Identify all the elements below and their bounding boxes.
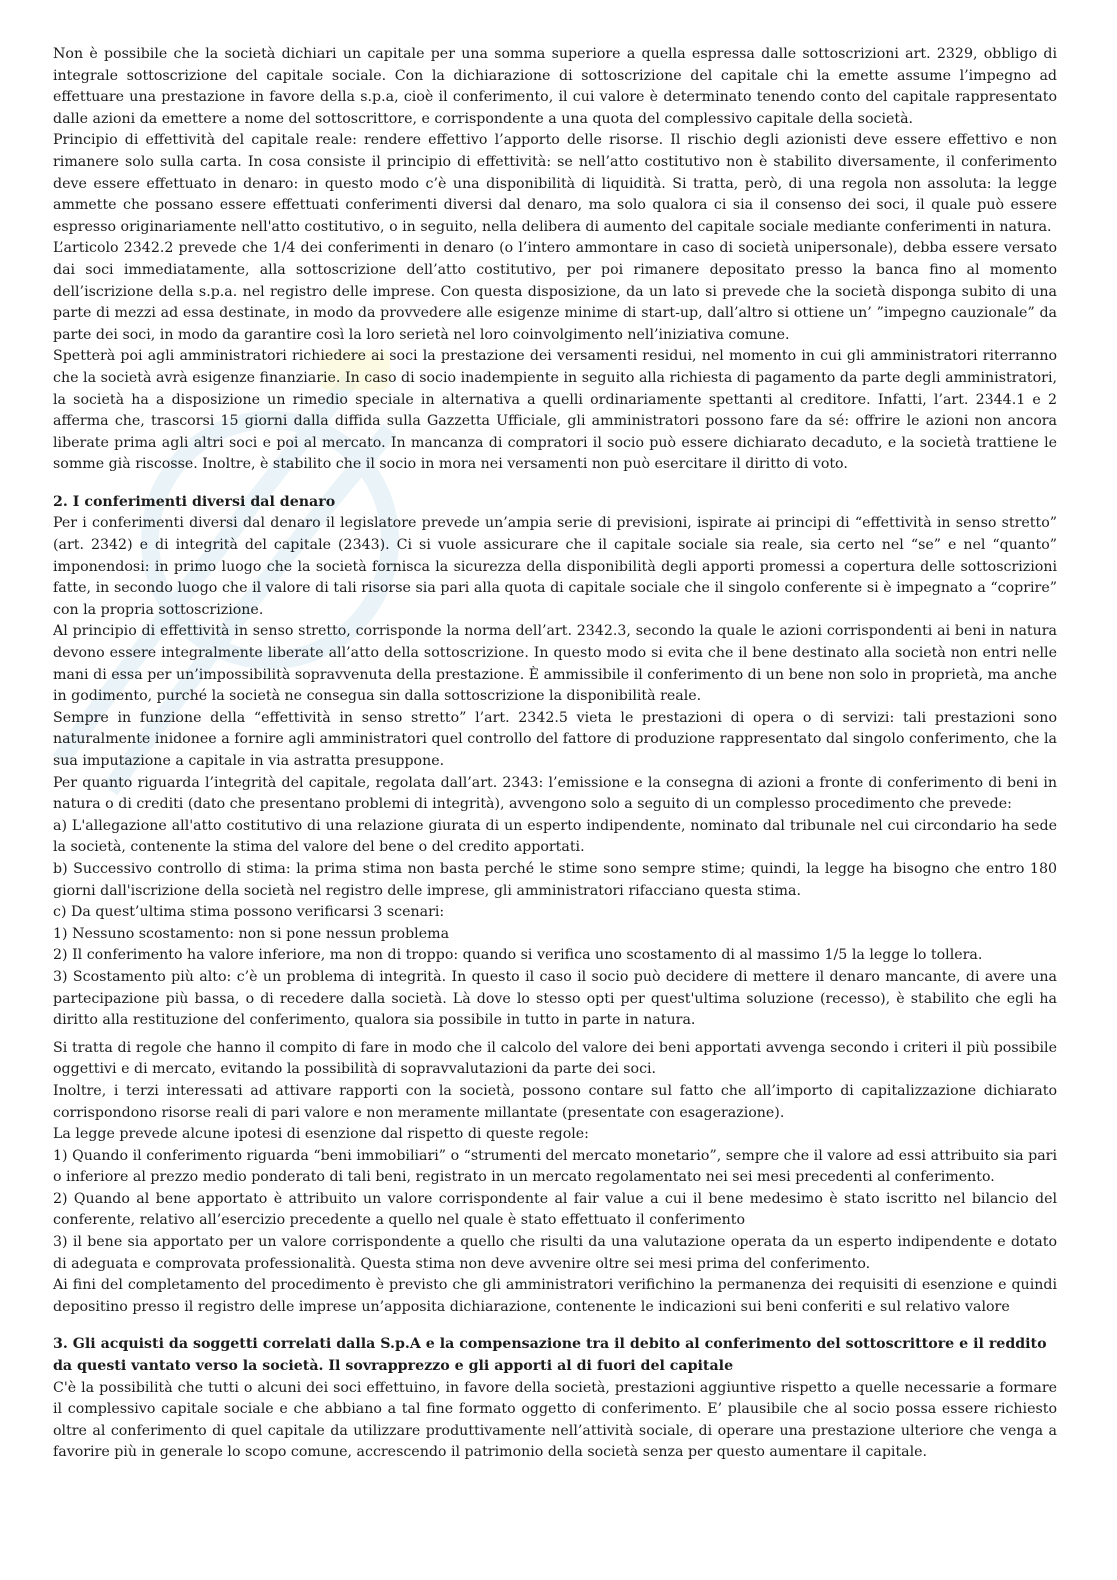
list-item: 1) Nessuno scostamento: non si pone nessun problema	[53, 925, 450, 942]
paragraph: Per quanto riguarda l’integrità del capitale, regolata dall’art. 2343: l’emissione e la consegna di azioni a fronte di conferimento di beni in natura o di crediti (dato che presentano problemi di integrità), avvengono solo a seguito di un complesso procedimento che prevede:	[53, 774, 1057, 813]
list-item: 2) Quando al bene apportato è attribuito un valore corrispondente al fair value a cui il bene medesimo è stato iscritto nel bilancio del conferente, relativo all’esercizio precedente a quello nel quale è stato effettuato il conferimento	[53, 1190, 1057, 1229]
list-item: c) Da quest’ultima stima possono verificarsi 3 scenari:	[53, 904, 445, 921]
paragraph: Inoltre, i terzi interessati ad attivare rapporti con la società, possono contare sul fatto che all’importo di capitalizzazione dichiarato corrispondono risorse reali di pari valore e non meramente millantate (presentate con esagerazione).	[53, 1082, 1057, 1121]
paragraph: Spetterà poi agli amministratori richiedere ai soci la prestazione dei versamenti residui, nel momento in cui gli amministratori riterranno che la società avrà esigenze finanziarie. In caso di socio inadempiente in seguito alla richiesta di pagamento da parte degli amministratori, la società ha a disposizione un rimedio speciale in alternativa a quelli ordinariamente spettanti al creditore. Infatti, l’art. 2344.1 e 2 afferma che, trascorsi 15 giorni dalla diffida sulla Gazzetta Ufficiale, gli amministratori possono fare da sé: offrire le azioni non ancora liberate prima agli altri soci e poi al mercato. In mancanza di compratori il socio può essere dichiarato decaduto, e la società trattiene le somme già riscosse. Inoltre, è stabilito che il socio in mora nei versamenti non può esercitare il diritto di voto.	[53, 348, 1057, 473]
section-3	[53, 1334, 1057, 1464]
paragraph: Per i conferimenti diversi dal denaro il legislatore prevede un’ampia serie di previsioni, ispirate ai principi di “effettività in senso stretto” (art. 2342) e di integrità del capitale (2343). Ci si vuole assicurare che il capitale sociale sia reale, sia certo nel “se” e nel “quanto” imponendosi: in primo luogo che la società fornisca la sicurezza della disponibilità degli apporti promessi a copertura delle sottoscrizioni fatte, in secondo luogo che il valore di tali risorse sia pari alla quota di capitale sociale che il singolo conferente si è impegnato a “coprire” con la propria sottoscrizione.	[53, 515, 1057, 618]
paragraph: L’articolo 2342.2 prevede che 1/4 dei conferimenti in denaro (o l’intero ammontare in caso di società unipersonale), debba essere versato dai soci immediatamente, alla sottoscrizione dell’atto costitutivo, per poi rimanere depositato presso la banca fino al momento dell’iscrizione della s.p.a. nel registro delle imprese. Con questa disposizione, da un lato si prevede che la società disponga subito di una parte di mezzi ad essa destinate, in modo da provvedere alle esigenze minime di start-up, dall’altro si ottiene un’ ”impegno cauzionale” da parte dei soci, in modo da garantire così la loro serietà nel loro coinvolgimento nell’iniziativa comune.	[53, 240, 1057, 343]
list-item: a) L'allegazione all'atto costitutivo di una relazione giurata di un esperto indipendente, nominato dal tribunale nel cui circondario ha sede la società, contenente la stima del valore del bene o del credito apportati.	[53, 817, 1057, 856]
section-2	[53, 492, 1057, 1319]
section-heading: 3. Gli acquisti da soggetti correlati dalla S.p.A e la compensazione tra il debito al conferimento del sottoscrittore e il reddito da questi vantato verso la società. Il sovrapprezzo e gli apporti al di fuori del capitale	[53, 1336, 1047, 1375]
paragraph: Ai fini del completamento del procedimento è previsto che gli amministratori verifichino la permanenza dei requisiti di esenzione e quindi depositino presso il registro delle imprese un’apposita dichiarazione, contenente le indicazioni sui beni conferiti e sul relativo valore	[53, 1277, 1057, 1315]
list-item: b) Successivo controllo di stima: la prima stima non basta perché le stime sono sempre stime; quindi, la legge ha bisogno che entro 180 giorni dall'iscrizione della società nel registro delle imprese, gli amministratori rifacciano questa stima.	[53, 860, 1057, 899]
document-page	[53, 44, 1057, 1464]
list-item: 1) Quando il conferimento riguarda “beni immobiliari” o “strumenti del mercato monetario”, sempre che il valore ad essi attribuito sia pari o inferiore al prezzo medio ponderato di tali beni, registrato in un mercato regolamentato nei sei mesi precedenti al conferimento.	[53, 1147, 1057, 1186]
paragraph: Al principio di effettività in senso stretto, corrisponde la norma dell’art. 2342.3, secondo la quale le azioni corrispondenti ai beni in natura devono essere integralmente liberate all’atto della sottoscrizione. In questo modo si evita che il bene destinato alla società non entri nelle mani di essa per un’impossibilità sopravvenuta della prestazione. È ammissibile il conferimento di un bene non solo in proprietà, ma anche in godimento, purché la società ne consegua sin dalla sottoscrizione la disponibilità reale.	[53, 623, 1057, 705]
paragraph: Principio di effettività del capitale reale: rendere effettivo l’apporto delle risorse. Il rischio degli azionisti deve essere effettivo e non rimanere solo sulla carta. In cosa consiste il principio di effettività: se nell’atto costitutivo non è stabilito diversamente, il conferimento deve essere effettuato in denaro: in questo modo c’è una disponibilità di liquidità. Si tratta, però, di una regola non assoluta: la legge ammette che possano essere effettuati conferimenti diversi dal denaro, ma solo qualora ci sia il consenso dei soci, il quale può essere espresso originariamente nell'atto costitutivo, o in seguito, nella delibera di aumento del capitale sociale mediante conferimenti in natura.	[53, 132, 1057, 235]
list-item: 3) il bene sia apportato per un valore corrispondente a quello che risulti da una valutazione operata da un esperto indipendente e dotato di adeguata e comprovata professionalità. Questa stima non deve avvenire oltre sei mesi prima del conferimento.	[53, 1234, 1057, 1272]
list-item: 2) Il conferimento ha valore inferiore, ma non di troppo: quando si verifica uno scostamento di al massimo 1/5 la legge lo tollera.	[53, 947, 983, 964]
paragraph: Non è possibile che la società dichiari un capitale per una somma superiore a quella espressa dalle sottoscrizioni art. 2329, obbligo di integrale sottoscrizione del capitale sociale. Con la dichiarazione di sottoscrizione del capitale chi la emette assume l’impegno ad effettuare una prestazione in favore della s.p.a, cioè il conferimento, il cui valore è determinato tenendo conto del capitale rappresentato dalle azioni da emettere a nome del sottoscrittore, e corrispondente a una quota del complessivo capitale della società.	[53, 46, 1057, 127]
intro-section	[53, 44, 1057, 476]
paragraph: La legge prevede alcune ipotesi di esenzione dal rispetto di queste regole:	[53, 1126, 589, 1143]
paragraph: Sempre in funzione della “effettività in senso stretto” l’art. 2342.5 vieta le prestazioni di opera o di servizi: tali prestazioni sono naturalmente inidonee a fornire agli amministratori quel controllo del fattore di produzione rappresentato dal singolo conferimento, che la sua imputazione a capitale in via astratta presuppone.	[53, 709, 1057, 769]
section-heading: 2. I conferimenti diversi dal denaro	[53, 493, 336, 510]
paragraph: C'è la possibilità che tutti o alcuni dei soci effettuino, in favore della società, prestazioni aggiuntive rispetto a quelle necessarie a formare il complessivo capitale sociale e che abbiano a tal fine formato oggetto di conferimento. E’ plausibile che al socio possa essere richiesto oltre al conferimento di quel capitale da utilizzare produttivamente nell’attività sociale, di operare una prestazione ulteriore che venga a favorire più in generale lo scopo comune, accrescendo il patrimonio della società senza per questo aumentare il capitale.	[53, 1379, 1057, 1461]
paragraph: Si tratta di regole che hanno il compito di fare in modo che il calcolo del valore dei beni apportati avvenga secondo i criteri il più possibile oggettivi e di mercato, evitando la possibilità di sopravvalutazioni da parte dei soci.	[53, 1039, 1057, 1078]
list-item: 3) Scostamento più alto: c’è un problema di integrità. In questo il caso il socio può decidere di mettere il denaro mancante, di avere una partecipazione più bassa, o di recedere dalla società. Là dove lo stesso opti per quest'ultima soluzione (recesso), è stabilito che egli ha diritto alla restituzione del conferimento, qualora sia possibile in tutto in parte in natura.	[53, 968, 1057, 1029]
